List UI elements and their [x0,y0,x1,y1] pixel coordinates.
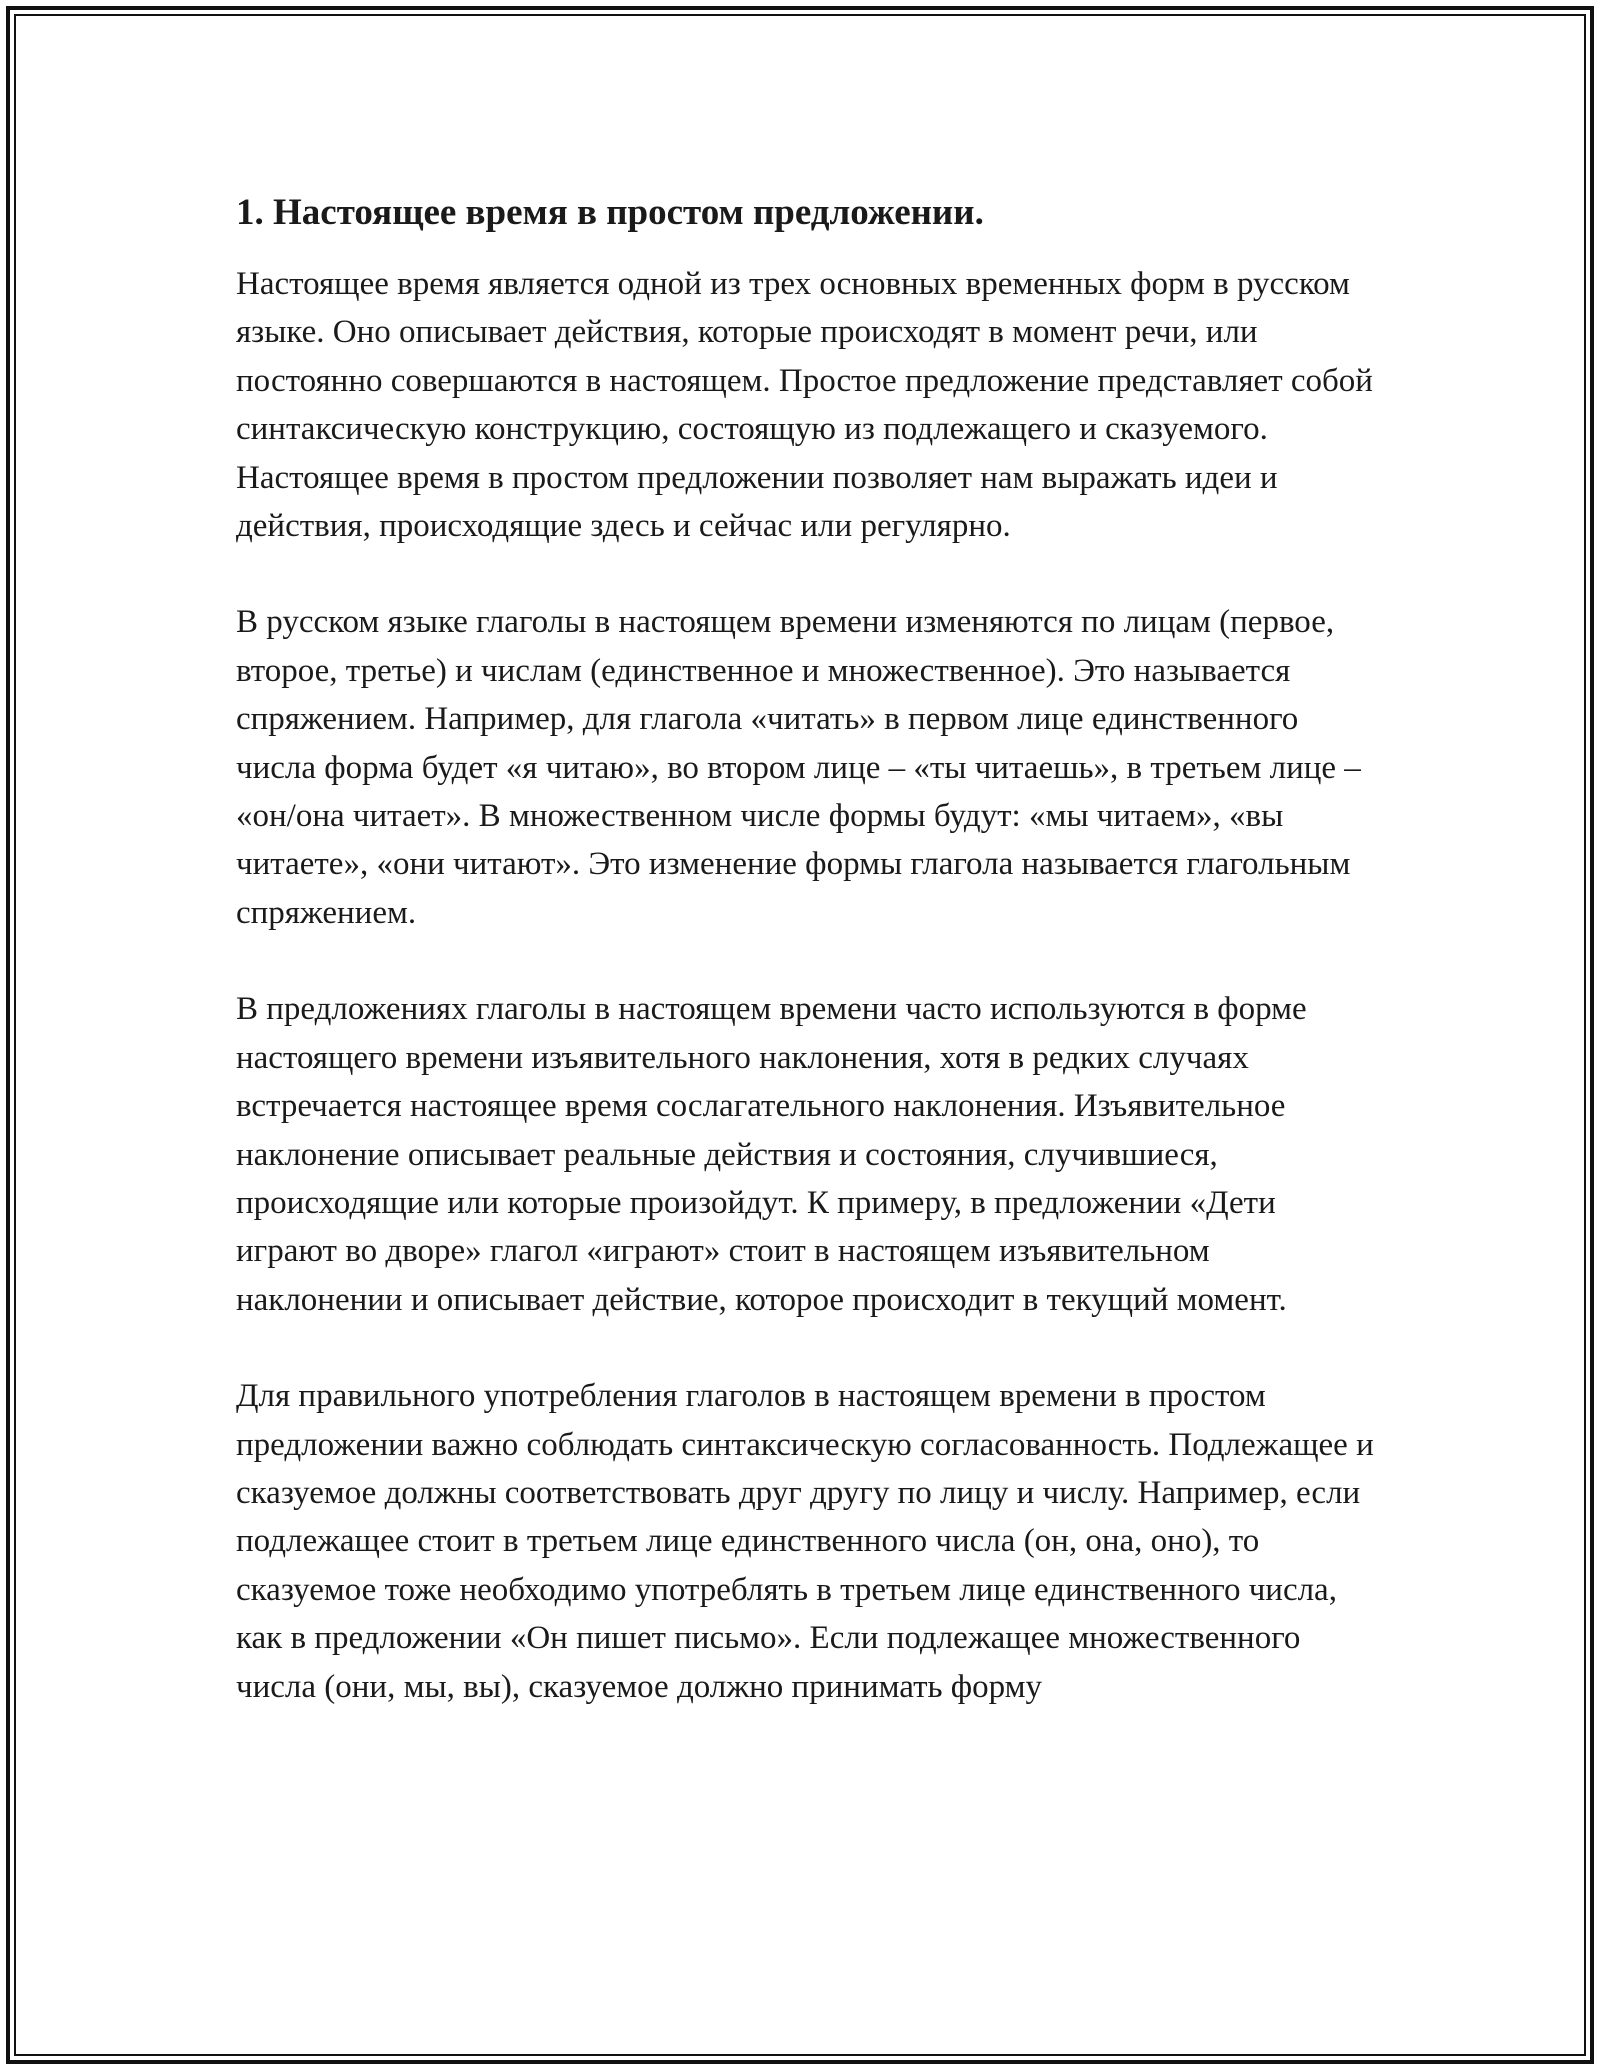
paragraph-1: Настоящее время является одной из трех основных временных форм в русском языке. Оно описывает действия, которые происходят в момент речи, или постоянно совершаются в настоящем. Простое предложение представляет собой синтаксическую конструкцию, состоящую из подлежащего и сказуемого. Настоящее время в простом предложении позволяет нам выражать идеи и действия, происходящие здесь и сейчас или регулярно. [236,266,1373,545]
paragraph-3: В предложениях глаголы в настоящем времени часто используются в форме настоящего времени изъявительного наклонения, хотя в редких случаях встречается настоящее время сослагательного наклонения. Изъявительное наклонение описывает реальные действия и состояния, случившиеся, происходящие или которые произойдут. К примеру, в предложении «Дети играют во дворе» глагол «играют» стоит в настоящем изъявительном наклонении и описывает действие, которое происходит в текущий момент. [236,991,1307,1318]
document-body [236,188,1376,1759]
paragraph-2: В русском языке глаголы в настоящем времени изменяются по лицам (первое, второе, третье) и числам (единственное и множественное). Это называется спряжением. Например, для глагола «читать» в первом лице единственного числа форма будет «я читаю», во втором лице – «ты читаешь», в третьем лице – «он/она читает». В множественном числе формы будут: «мы читаем», «вы читаете», «они читают». Это изменение формы глагола называется глагольным спряжением. [236,604,1361,931]
section-title: 1. Настоящее время в простом предложении. [236,192,984,233]
paragraph-4: Для правильного употребления глаголов в настоящем времени в простом предложении важно соблюдать синтаксическую согласованность. Подлежащее и сказуемое должны соответствовать друг другу по лицу и числу. Например, если подлежащее стоит в третьем лице единственного числа (он, она, оно), то сказуемое тоже необходимо употреблять в третьем лице единственного числа, как в предложении «Он пишет письмо». Если подлежащее множественного числа (они, мы, вы), сказуемое должно принимать форму [236,1378,1374,1705]
